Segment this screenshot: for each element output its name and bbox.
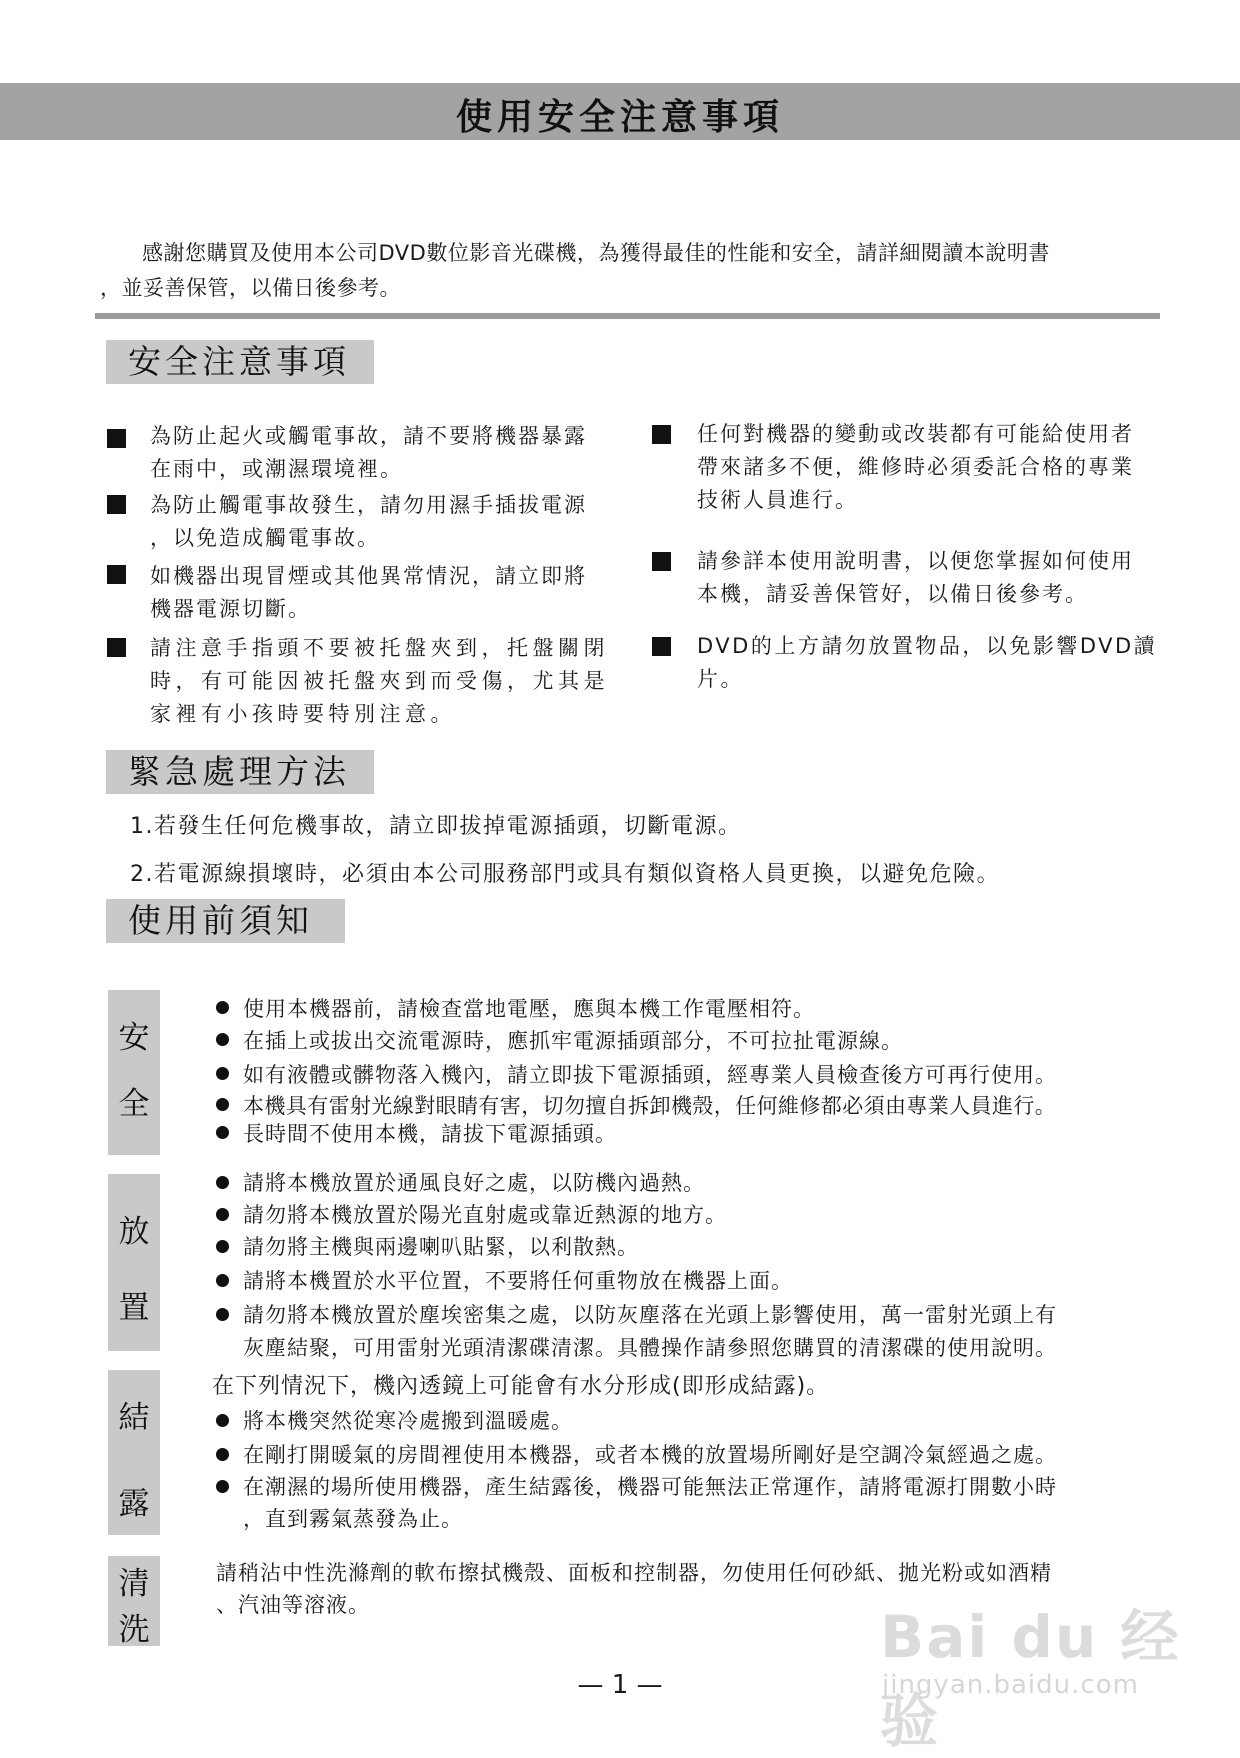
placement-note: 請勿將本機放置於塵埃密集之處，以防灰塵落在光頭上影響使用，萬一雷射光頭上有 [243, 1303, 1057, 1327]
watermark [880, 1590, 1200, 1755]
side-label-cleaning: 清 洗 [108, 1556, 160, 1646]
bullet-dot-icon [216, 1033, 229, 1046]
placement-note: 請將本機放置於通風良好之處，以防機內過熱。 [243, 1171, 705, 1195]
safety-item: 請參詳本使用說明書，以便您掌握如何使用 本機，請妥善保管好，以備日後參考。 [697, 549, 1134, 606]
header-bar [0, 83, 1240, 140]
square-bullet-icon [107, 638, 126, 657]
bullet-dot-icon [216, 1176, 229, 1189]
square-bullet-icon [652, 425, 671, 444]
intro-line-2: ，並妥善保管，以備日後參考。 [100, 276, 401, 300]
placement-note: 請勿將本機放置於陽光直射處或靠近熱源的地方。 [243, 1203, 727, 1227]
placement-note-continuation: 灰塵結聚，可用雷射光頭清潔碟清潔。具體操作請參照您購買的清潔碟的使用說明。 [243, 1336, 1057, 1360]
condensation-note: 將本機突然從寒冷處搬到溫暖處。 [243, 1409, 573, 1433]
condensation-note-continuation: ，直到霧氣蒸發為止。 [243, 1507, 463, 1531]
safety-note: 在插上或拔出交流電源時，應抓牢電源插頭部分，不可拉扯電源線。 [243, 1029, 903, 1053]
square-bullet-icon [107, 429, 126, 448]
intro-line-1: 感謝您購買及使用本公司DVD數位影音光碟機，為獲得最佳的性能和安全，請詳細閱讀本說明書 [142, 241, 1050, 265]
section-heading-before-use: 使用前須知 [106, 899, 345, 943]
side-label-placement: 放 置 [108, 1174, 160, 1351]
safety-note: 使用本機器前，請檢查當地電壓，應與本機工作電壓相符。 [243, 997, 815, 1021]
bullet-dot-icon [216, 1001, 229, 1014]
intro-paragraph [100, 236, 1180, 306]
condensation-note: 在剛打開暖氣的房間裡使用本機器，或者本機的放置場所剛好是空調冷氣經過之處。 [243, 1443, 1057, 1467]
bullet-dot-icon [216, 1414, 229, 1427]
placement-note: 請將本機置於水平位置，不要將任何重物放在機器上面。 [243, 1269, 793, 1293]
section-heading-emergency: 緊急處理方法 [106, 750, 374, 794]
safety-note: 本機具有雷射光線對眼睛有害，切勿擅自拆卸機殼，任何維修都必須由專業人員進行。 [243, 1094, 1057, 1118]
safety-item: 任何對機器的變動或改裝都有可能給使用者 帶來諸多不便，維修時必須委託合格的專業 技術人員進行。 [697, 422, 1134, 512]
bullet-dot-icon [216, 1240, 229, 1253]
square-bullet-icon [652, 637, 671, 656]
square-bullet-icon [107, 495, 126, 514]
divider [95, 313, 1160, 319]
cleaning-note: 請稍沾中性洗滌劑的軟布擦拭機殼、面板和控制器，勿使用任何砂紙、拋光粉或如酒精 、汽油等溶液。 [216, 1561, 1052, 1617]
condensation-note: 在潮濕的場所使用機器，產生結露後，機器可能無法正常運作，請將電源打開數小時 [243, 1475, 1057, 1499]
section-heading-safety: 安全注意事項 [106, 340, 374, 384]
emergency-item: 1.若發生任何危機事故，請立即拔掉電源插頭，切斷電源。 [130, 814, 742, 839]
bullet-dot-icon [216, 1208, 229, 1221]
page-number: — 1 — [577, 1670, 663, 1700]
safety-note: 長時間不使用本機，請拔下電源插頭。 [243, 1122, 617, 1146]
safety-item: 為防止起火或觸電事故，請不要將機器暴露 在雨中，或潮濕環境裡。 [150, 424, 587, 481]
bullet-dot-icon [216, 1448, 229, 1461]
watermark-url: jingyan.baidu.com [882, 1670, 1139, 1700]
watermark-logo: Bai du 经验 [880, 1603, 1181, 1755]
bullet-dot-icon [216, 1067, 229, 1080]
page-title: 使用安全注意事項 [455, 97, 784, 138]
safety-item: 如機器出現冒煙或其他異常情況，請立即將 機器電源切斷。 [150, 564, 587, 621]
safety-item: 請注意手指頭不要被托盤夾到，托盤關閉 時，有可能因被托盤夾到而受傷，尤其是 家裡有小孩時要特別注意。 [150, 636, 609, 726]
side-label-condensation: 結 露 [108, 1370, 160, 1535]
safety-item: 為防止觸電事故發生，請勿用濕手插拔電源 ，以免造成觸電事故。 [150, 493, 587, 550]
bullet-dot-icon [216, 1480, 229, 1493]
bullet-dot-icon [216, 1098, 229, 1111]
side-label-safety: 安 全 [108, 990, 160, 1155]
safety-item: DVD的上方請勿放置物品，以免影響DVD讀 片。 [697, 634, 1158, 691]
emergency-item: 2.若電源線損壞時，必須由本公司服務部門或具有類似資格人員更換，以避免危險。 [130, 862, 1000, 887]
bullet-dot-icon [216, 1274, 229, 1287]
square-bullet-icon [107, 565, 126, 584]
bullet-dot-icon [216, 1126, 229, 1139]
safety-note: 如有液體或髒物落入機內，請立即拔下電源插頭，經專業人員檢查後方可再行使用。 [243, 1063, 1057, 1087]
square-bullet-icon [652, 552, 671, 571]
bullet-dot-icon [216, 1308, 229, 1321]
placement-note: 請勿將主機與兩邊喇叭貼緊，以利散熱。 [243, 1235, 639, 1259]
condensation-intro: 在下列情況下，機內透鏡上可能會有水分形成(即形成結露)。 [212, 1374, 830, 1399]
